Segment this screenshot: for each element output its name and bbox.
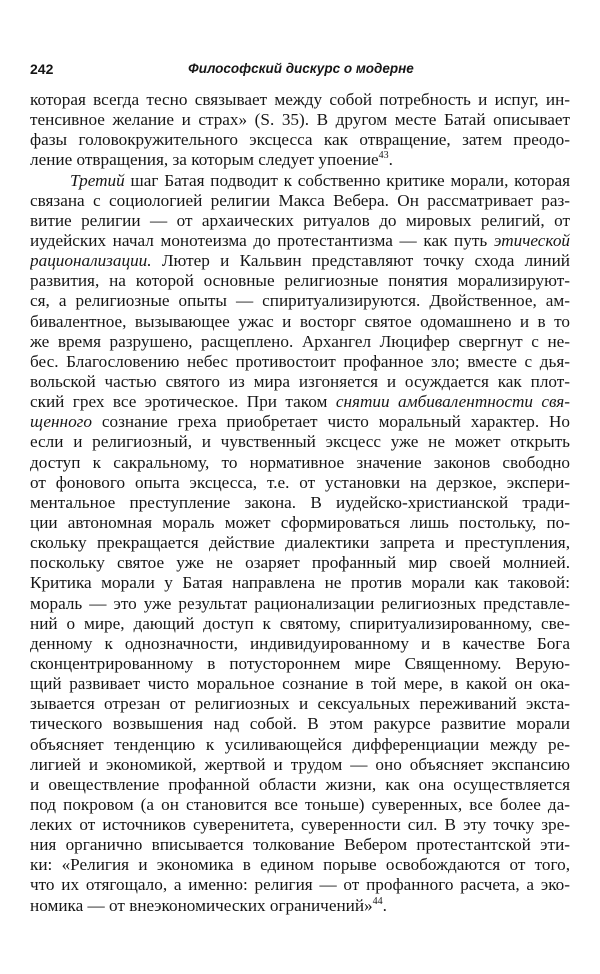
body-text — [30, 90, 570, 916]
text-line — [30, 392, 570, 412]
text-line: ния органично вписывается толкование Вебером протестантской эти- — [30, 835, 570, 855]
text-line: витие религии — от архаических ритуалов до мировых религий, от — [30, 210, 570, 230]
text-line: Критика морали у Батая направлена не против морали как таковой: — [30, 573, 570, 593]
text-line: объясняет тенденцию к усиливающейся дифференциации между ре- — [30, 734, 570, 754]
text-line: если и религиозный, и чувственный эксцесс уже не может открыть — [30, 432, 570, 452]
italic-sacred: щенного — [30, 412, 92, 432]
text-line: под покровом (а он становится все тоньше) суверенных, все более да- — [30, 794, 570, 814]
text-line: бивалентное, вызывающее ужас и восторг святое одомашнено и в то — [30, 311, 570, 331]
line-text: иудейских начал монотеизма до протестантизма — как путь — [30, 230, 488, 250]
running-title: Философский дискурс о модерне — [188, 61, 414, 76]
line-text: шаг Батая подводит к собственно критике морали, которая — [130, 170, 570, 190]
text-line: ментальное преступление закона. В иудейско-христианской тради- — [30, 492, 570, 512]
line-text: ский грех все эротическое. При таком — [30, 392, 328, 412]
page-header — [30, 61, 572, 81]
text-line: ний о мире, дающий доступ к святому, спиритуализированному, све- — [30, 613, 570, 633]
italic-ethical: этической — [493, 230, 570, 250]
text-line: ции автономная мораль может сформироваться лишь постольку, по- — [30, 512, 570, 532]
text-line: и овеществление профанной области жизни, как она осуществляется — [30, 774, 570, 794]
text-line: мораль — это уже результат рационализации религиозных представле- — [30, 593, 570, 613]
text-line: ки: «Религия и экономика в едином порыве освобождаются от того, — [30, 855, 570, 875]
text-line: же время разрушено, расщеплено. Архангел Люцифер свергнут с не- — [30, 331, 570, 351]
text-line: ление отвращения, за которым следует упоение$^{43}$. — [30, 150, 393, 170]
line-text: ление отвращения, за которым следует упоение — [30, 150, 379, 170]
text-line — [30, 171, 570, 191]
footnote-ref-44: 44 — [372, 895, 383, 907]
line-text: Лютер и Кальвин представляют точку схода линий — [161, 251, 570, 271]
text-line: скольку прекращается действие диалектики запрета и преступления, — [30, 533, 570, 553]
text-line: тенсивное желание и страх» (S. 35). В другом месте Батай описывает — [30, 110, 570, 130]
text-line: доступ к сакральному, то нормативное значение законов свободно — [30, 452, 570, 472]
text-line: поскольку святое уже не озаряет профанный мир своей молнией. — [30, 553, 570, 573]
text-line: лигией и экономикой, жертвой и трудом — оно объясняет экспансию — [30, 754, 570, 774]
italic-rationalization: рационализации. — [30, 251, 152, 271]
text-line: щий развивает чисто моральное сознание в той мере, в какой он ока- — [30, 674, 570, 694]
italic-ambivalence: снятии амбивалентности свя- — [335, 392, 570, 412]
text-line: денному к однозначности, индивидуированному и в качестве Бога — [30, 633, 570, 653]
text-line: фазы головокружительного эксцесса как отвращение, затем преодо- — [30, 130, 570, 150]
text-line: которая всегда тесно связывает между собой потребность и испуг, ин- — [30, 90, 570, 109]
italic-third: Третий — [70, 170, 125, 190]
text-line: ся, а религиозные опыты — спиритуализируются. Двойственное, ам- — [30, 291, 570, 311]
text-line: леких от источников суверенитета, суверенности сил. В эту точку зре- — [30, 815, 570, 835]
footnote-ref-43: 43 — [378, 150, 389, 162]
text-line — [30, 251, 570, 271]
text-line — [30, 412, 570, 432]
text-line: сконцентрированному в потустороннем мире Священному. Верую- — [30, 653, 570, 673]
text-line: зывается отрезан от религиозных и сексуальных переживаний экста- — [30, 694, 570, 714]
text-line: вольской частью святого из мира изгоняется и осуждается как плот- — [30, 371, 570, 391]
text-line: тического возвышения над собой. В этом ракурсе развитие морали — [30, 714, 570, 734]
line-text: сознание греха приобретает чисто моральный характер. Но — [101, 412, 570, 432]
text-line: что их отягощало, а именно: религия — от профанного расчета, а эко- — [30, 875, 570, 895]
text-line: развития, на которой основные религиозные понятия морализируют- — [30, 271, 570, 291]
text-line — [30, 231, 570, 251]
text-line: от фонового опыта эксцесса, т.е. от установки на дерзкое, экспери- — [30, 472, 570, 492]
text-line: связана с социологией религии Макса Вебера. Он рассматривает раз- — [30, 190, 570, 210]
text-line: номика — от внеэкономических ограничений»$^{44}$. — [30, 895, 387, 915]
line-text: номика — от внеэкономических ограничений» — [30, 895, 373, 915]
page-number: 242 — [30, 61, 54, 77]
text-line: бес. Благословению небес противостоит профанное зло; вместе с дья- — [30, 351, 570, 371]
